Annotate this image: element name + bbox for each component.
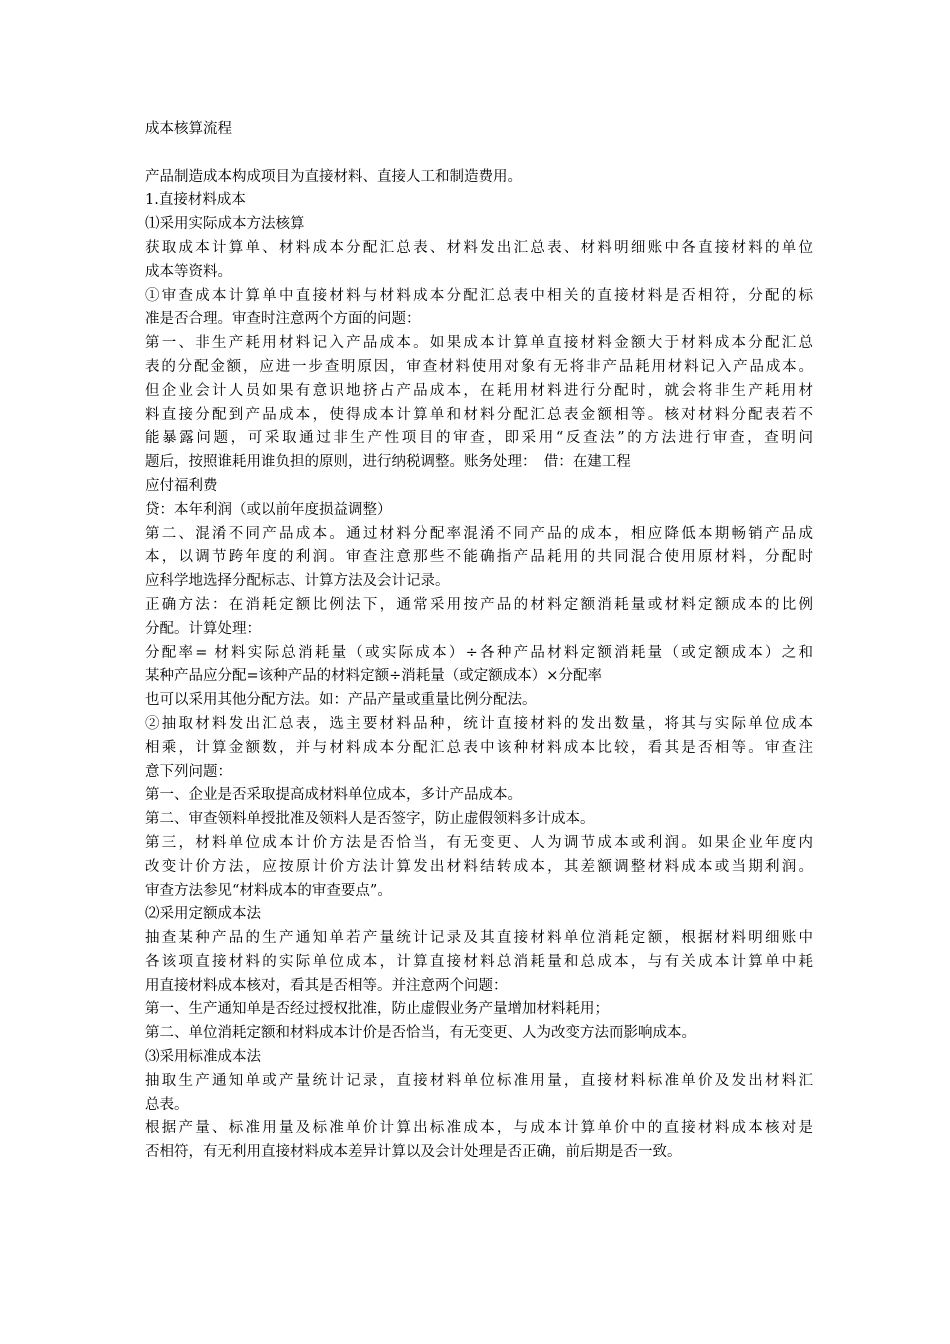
text-line: ⑵采用定额成本法: [145, 906, 261, 923]
text-line: 某种产品应分配=该种产品的材料定额÷消耗量（或定额成本）×分配率: [145, 668, 602, 685]
text-line: 成本等资料。: [145, 263, 232, 280]
text-line: 产品制造成本构成项目为直接材料、直接人工和制造费用。: [145, 168, 522, 185]
text-line: 意下列问题：: [145, 763, 232, 780]
text-line: ⑶采用标准成本法: [145, 1049, 261, 1066]
text-line: 第一、企业是否采取提高成材料单位成本，多计产品成本。: [145, 787, 522, 804]
text-line: ①审查成本计算单中直接材料与材料成本分配汇总表中相关的直接材料是否相符，分配的标: [145, 287, 813, 304]
document-page: [145, 118, 813, 1165]
text-line: 表的分配金额，应进一步查明原因，审查材料使用对象有无将非产品耗用材料记入产品成本。: [145, 358, 813, 375]
text-line: 抽查某种产品的生产通知单若产量统计记录及其直接材料单位消耗定额，根据材料明细账中: [145, 930, 813, 947]
text-line: 分配率= 材料实际总消耗量（或实际成本）÷各种产品材料定额消耗量（或定额成本）之和: [145, 644, 813, 661]
text-line: 本，以调节跨年度的利润。审查注意那些不能确指产品耗用的共同混合使用原材料，分配时: [145, 549, 813, 566]
document-title: 成本核算流程: [145, 121, 232, 137]
text-line: 但企业会计人员如果有意识地挤占产品成本，在耗用材料进行分配时，就会将非生产耗用材: [145, 382, 813, 399]
text-line: ②抽取材料发出汇总表，选主要材料品种，统计直接材料的发出数量，将其与实际单位成本: [145, 715, 813, 732]
text-line: 抽取生产通知单或产量统计记录，直接材料单位标准用量，直接材料标准单价及发出材料汇: [145, 1072, 813, 1089]
text-line: 审查方法参见“材料成本的审查要点”。: [145, 882, 392, 899]
text-line: 第二、审查领料单授批准及领料人是否签字，防止虚假领料多计成本。: [145, 811, 595, 828]
text-line: 第二、单位消耗定额和材料成本计价是否恰当，有无变更、人为改变方法而影响成本。: [145, 1025, 696, 1042]
text-line: 相乘，计算金额数，并与材料成本分配汇总表中该种材料成本比较，看其是否相等。审查注: [145, 739, 813, 756]
text-line: 第一、非生产耗用材料记入产品成本。如果成本计算单直接材料金额大于材料成本分配汇总: [145, 335, 813, 352]
text-line: 应科学地选择分配标志、计算方法及会计记录。: [145, 573, 450, 590]
text-line: 也可以采用其他分配方法。如：产品产量或重量比例分配法。: [145, 692, 537, 709]
text-line: 分配。计算处理：: [145, 620, 261, 637]
document-body: [145, 166, 813, 1165]
text-line: 应付福利费: [145, 477, 218, 494]
text-line: 正确方法：在消耗定额比例法下，通常采用按产品的材料定额消耗量或材料定额成本的比例: [145, 596, 813, 613]
text-line: 料直接分配到产品成本，使得成本计算单和材料分配汇总表金额相等。核对材料分配表若不: [145, 406, 813, 423]
text-line: 第二、混淆不同产品成本。通过材料分配率混淆不同产品的成本，相应降低本期畅销产品成: [145, 525, 813, 542]
text-line: 题后，按照谁耗用谁负担的原则，进行纳税调整。账务处理： 借：在建工程: [145, 454, 631, 471]
text-line: 能暴露问题，可采取通过非生产性项目的审查，即采用“反查法”的方法进行审查，查明问: [145, 430, 813, 447]
text-line: 总表。: [145, 1096, 189, 1113]
text-line: 第三，材料单位成本计价方法是否恰当，有无变更、人为调节成本或利润。如果企业年度内: [145, 834, 813, 851]
text-line: 准是否合理。审查时注意两个方面的问题：: [145, 311, 421, 328]
text-line: 改变计价方法，应按原计价方法计算发出材料结转成本，其差额调整材料成本或当期利润。: [145, 858, 813, 875]
text-line: 1.直接材料成本: [145, 192, 246, 209]
text-line: 否相符，有无利用直接材料成本差异计算以及会计处理是否正确，前后期是否一致。: [145, 1144, 682, 1161]
text-line: 各该项直接材料的实际单位成本，计算直接材料总消耗量和总成本，与有关成本计算单中耗: [145, 953, 813, 970]
blank-line: [145, 142, 813, 166]
text-line: 根据产量、标准用量及标准单价计算出标准成本，与成本计算单价中的直接材料成本核对是: [145, 1120, 813, 1137]
text-line: ⑴采用实际成本方法核算: [145, 216, 305, 233]
text-line: 用直接材料成本核对，看其是否相等。并注意两个问题：: [145, 977, 508, 994]
text-line: 第一、生产通知单是否经过授权批准，防止虚假业务产量增加材料耗用；: [145, 1001, 609, 1018]
text-line: 获取成本计算单、材料成本分配汇总表、材料发出汇总表、材料明细账中各直接材料的单位: [145, 239, 813, 256]
text-line: 贷：本年利润（或以前年度损益调整）: [145, 501, 392, 518]
